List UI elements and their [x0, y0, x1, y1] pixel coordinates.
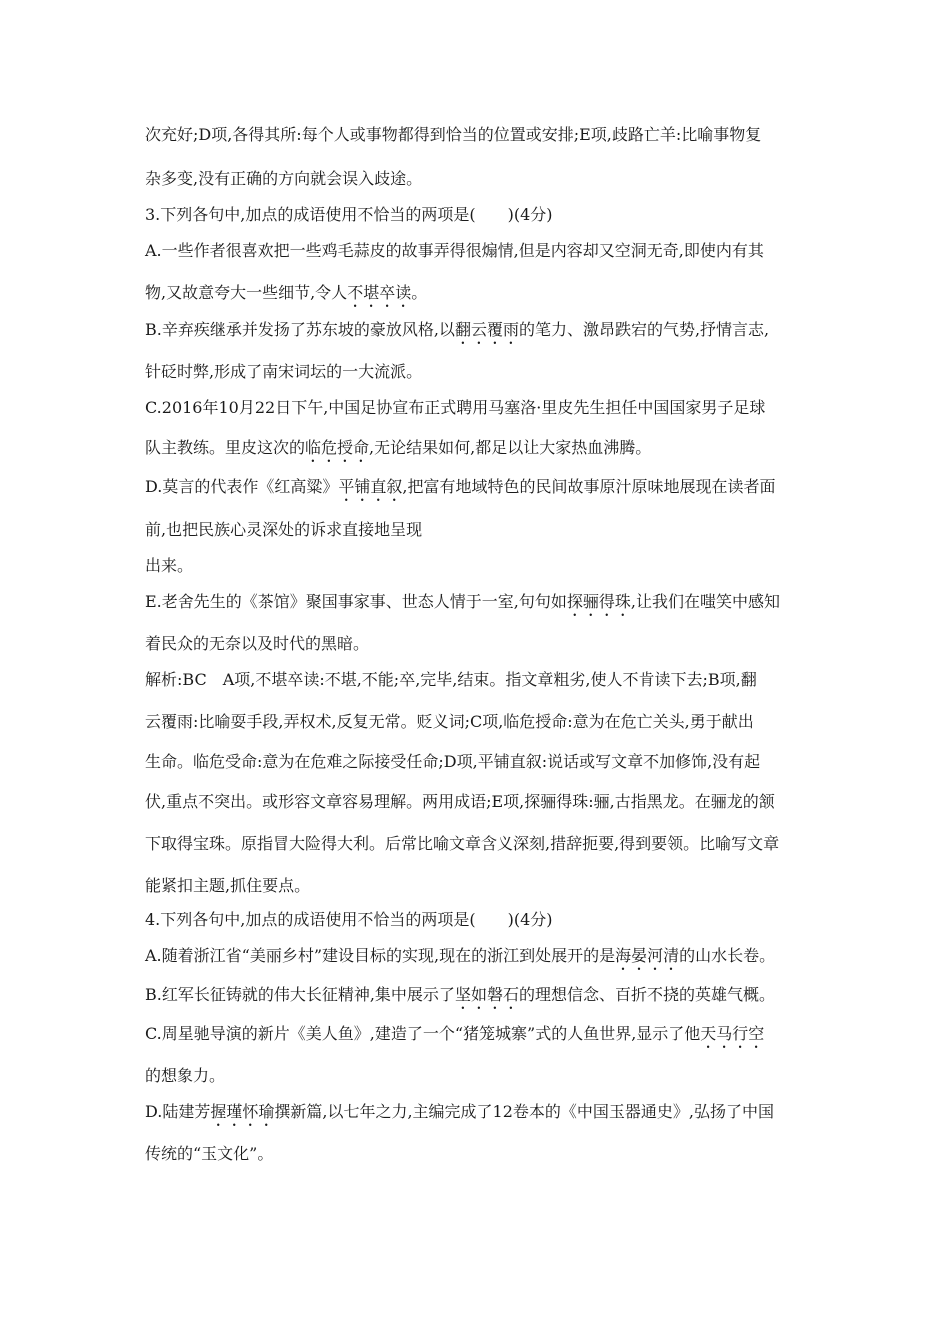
text-line: 物,又故意夸大一些细节,令人不堪卒读。 — [145, 283, 428, 302]
text-line: 下取得宝珠。原指冒大险得大利。后常比喻文章含义深刻,措辞扼要,得到要领。比喻写文章 — [145, 834, 780, 853]
option-3c: C.2016年10月22日下午,中国足协宣布正式聘用马塞洛·里皮先生担任中国国家男子足球 — [145, 398, 766, 417]
text-line: 次充好;D项,各得其所:每个人或事物都得到恰当的位置或安排;E项,歧路亡羊:比喻事物复 — [145, 125, 762, 144]
option-3e: E.老舍先生的《茶馆》聚国事家事、世态人情于一室,句句如探骊得珠,让我们在嗤笑中感知 — [145, 592, 780, 611]
text-line: 前,也把民族心灵深处的诉求直接地呈现 — [145, 520, 423, 539]
option-4c: C.周星驰导演的新片《美人鱼》,建造了一个“猪笼城寨”式的人鱼世界,显示了他天马行空 — [145, 1024, 765, 1043]
text-line: 队主教练。里皮这次的临危授命,无论结果如何,都足以让大家热血沸腾。 — [145, 438, 652, 457]
question-4-stem: 4.下列各句中,加点的成语使用不恰当的两项是( )(4分) — [145, 910, 553, 929]
text-line: 着民众的无奈以及时代的黑暗。 — [145, 634, 370, 653]
text-line: 生命。临危受命:意为在危难之际接受任命;D项,平铺直叙:说话或写文章不加修饰,没有起 — [145, 752, 761, 771]
text-line: 的想象力。 — [145, 1066, 226, 1085]
text-line: 出来。 — [145, 556, 194, 575]
text-line: 传统的“玉文化”。 — [145, 1144, 274, 1163]
text-line: 针砭时弊,形成了南宋词坛的一大流派。 — [145, 362, 423, 381]
text-line: 云覆雨:比喻耍手段,弄权术,反复无常。贬义词;C项,临危授命:意为在危亡关头,勇于献出 — [145, 712, 754, 731]
text-line: 能紧扣主题,抓住要点。 — [145, 876, 311, 895]
option-3d: D.莫言的代表作《红高粱》平铺直叙,把富有地域特色的民间故事原汁原味地展现在读者面 — [145, 477, 776, 496]
analysis-3: 解析:BC A项,不堪卒读:不堪,不能;卒,完毕,结束。指文章粗劣,使人不肯读下去;B项,翻 — [145, 670, 757, 689]
option-3a: A.一些作者很喜欢把一些鸡毛蒜皮的故事弄得很煽情,但是内容却又空洞无奇,即使内有其 — [145, 241, 764, 260]
option-3b: B.辛弃疾继承并发扬了苏东坡的豪放风格,以翻云覆雨的笔力、激昂跌宕的气势,抒情言志, — [145, 320, 770, 339]
option-4d: D.陆建芳握瑾怀瑜撰新篇,以七年之力,主编完成了12卷本的《中国玉器通史》,弘扬了中国 — [145, 1102, 774, 1121]
option-4b: B.红军长征铸就的伟大长征精神,集中展示了坚如磐石的理想信念、百折不挠的英雄气概。 — [145, 985, 775, 1004]
text-line: 伏,重点不突出。或形容文章容易理解。两用成语;E项,探骊得珠:骊,古指黑龙。在骊龙的颔 — [145, 792, 775, 811]
question-3-stem: 3.下列各句中,加点的成语使用不恰当的两项是( )(4分) — [145, 205, 553, 224]
option-4a: A.随着浙江省“美丽乡村”建设目标的实现,现在的浙江到处展开的是海晏河清的山水长卷。 — [145, 946, 776, 965]
text-line: 杂多变,没有正确的方向就会误入歧途。 — [145, 169, 423, 188]
